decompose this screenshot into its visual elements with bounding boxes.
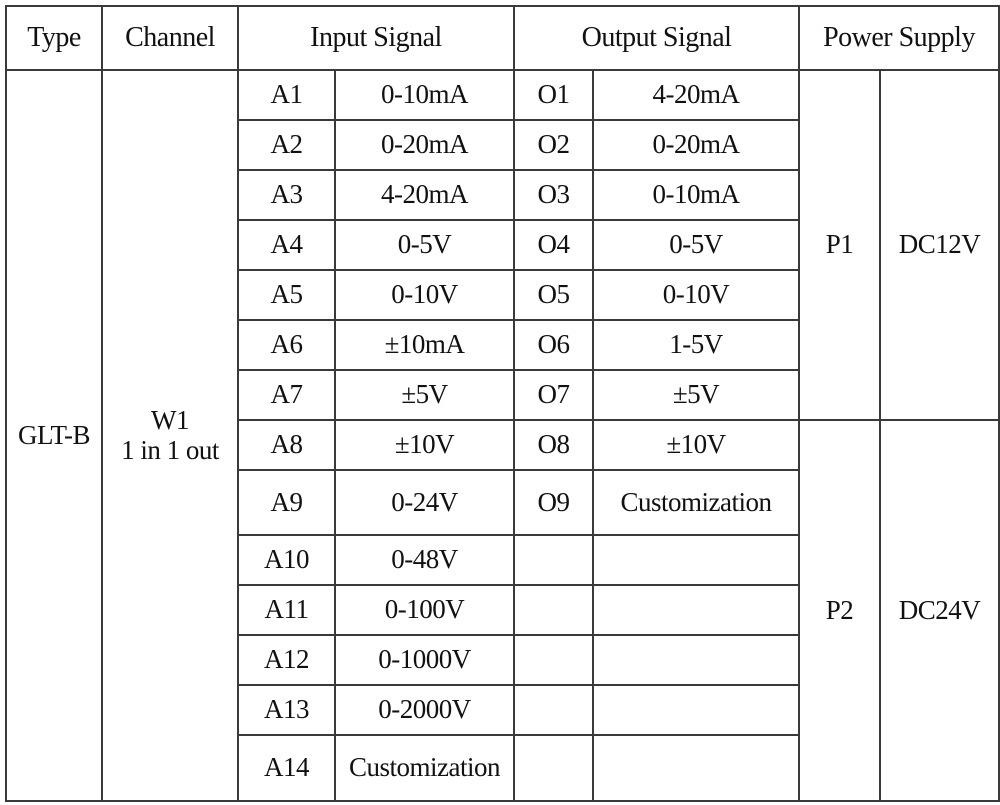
input-code-cell: A7 bbox=[238, 370, 335, 420]
channel-code: W1 bbox=[151, 404, 189, 435]
output-code-cell: O4 bbox=[514, 220, 593, 270]
input-value-cell: Customization bbox=[335, 735, 514, 801]
output-value-cell: 0-10V bbox=[593, 270, 799, 320]
channel-cell bbox=[102, 70, 238, 801]
output-value-cell: 1-5V bbox=[593, 320, 799, 370]
output-code-cell bbox=[514, 685, 593, 735]
output-value-cell bbox=[593, 685, 799, 735]
output-code-cell: O7 bbox=[514, 370, 593, 420]
input-value-cell: 0-100V bbox=[335, 585, 514, 635]
input-code-cell: A6 bbox=[238, 320, 335, 370]
output-code-cell: O2 bbox=[514, 120, 593, 170]
input-code-cell: A9 bbox=[238, 470, 335, 535]
input-code-cell: A1 bbox=[238, 70, 335, 120]
input-value-cell: 4-20mA bbox=[335, 170, 514, 220]
input-value-cell: 0-10V bbox=[335, 270, 514, 320]
header-input-signal: Input Signal bbox=[238, 6, 514, 70]
output-value-cell bbox=[593, 635, 799, 685]
header-channel: Channel bbox=[102, 6, 238, 70]
input-value-cell: 0-10mA bbox=[335, 70, 514, 120]
input-code-cell: A2 bbox=[238, 120, 335, 170]
input-code-cell: A11 bbox=[238, 585, 335, 635]
output-code-cell bbox=[514, 535, 593, 585]
input-code-cell: A14 bbox=[238, 735, 335, 801]
header-type: Type bbox=[6, 6, 102, 70]
channel-description: 1 in 1 out bbox=[121, 434, 219, 465]
input-value-cell: 0-1000V bbox=[335, 635, 514, 685]
input-code-cell: A12 bbox=[238, 635, 335, 685]
output-code-cell: O8 bbox=[514, 420, 593, 470]
output-value-cell: Customization bbox=[593, 470, 799, 535]
power-value-cell: DC12V bbox=[880, 70, 999, 420]
header-row bbox=[6, 6, 999, 70]
spec-sheet bbox=[5, 5, 998, 800]
output-value-cell: 0-20mA bbox=[593, 120, 799, 170]
output-code-cell bbox=[514, 635, 593, 685]
table-row bbox=[6, 70, 999, 120]
header-power-supply: Power Supply bbox=[799, 6, 999, 70]
output-value-cell: 0-5V bbox=[593, 220, 799, 270]
type-cell: GLT-B bbox=[6, 70, 102, 801]
input-value-cell: 0-2000V bbox=[335, 685, 514, 735]
input-code-cell: A3 bbox=[238, 170, 335, 220]
output-code-cell: O1 bbox=[514, 70, 593, 120]
input-value-cell: ±5V bbox=[335, 370, 514, 420]
output-code-cell: O9 bbox=[514, 470, 593, 535]
output-code-cell: O6 bbox=[514, 320, 593, 370]
power-code-cell: P1 bbox=[799, 70, 880, 420]
output-value-cell bbox=[593, 535, 799, 585]
input-value-cell: 0-48V bbox=[335, 535, 514, 585]
power-code-cell: P2 bbox=[799, 420, 880, 801]
input-code-cell: A10 bbox=[238, 535, 335, 585]
output-value-cell bbox=[593, 735, 799, 801]
input-code-cell: A13 bbox=[238, 685, 335, 735]
output-value-cell: 4-20mA bbox=[593, 70, 799, 120]
input-value-cell: ±10V bbox=[335, 420, 514, 470]
output-code-cell bbox=[514, 585, 593, 635]
input-value-cell: 0-20mA bbox=[335, 120, 514, 170]
input-code-cell: A4 bbox=[238, 220, 335, 270]
power-value-cell: DC24V bbox=[880, 420, 999, 801]
input-code-cell: A8 bbox=[238, 420, 335, 470]
input-value-cell: 0-5V bbox=[335, 220, 514, 270]
input-value-cell: ±10mA bbox=[335, 320, 514, 370]
input-code-cell: A5 bbox=[238, 270, 335, 320]
output-value-cell: ±5V bbox=[593, 370, 799, 420]
header-output-signal: Output Signal bbox=[514, 6, 799, 70]
input-value-cell: 0-24V bbox=[335, 470, 514, 535]
output-code-cell: O5 bbox=[514, 270, 593, 320]
output-value-cell: 0-10mA bbox=[593, 170, 799, 220]
output-code-cell: O3 bbox=[514, 170, 593, 220]
output-value-cell bbox=[593, 585, 799, 635]
output-value-cell: ±10V bbox=[593, 420, 799, 470]
output-code-cell bbox=[514, 735, 593, 801]
signal-spec-table bbox=[5, 5, 1000, 802]
